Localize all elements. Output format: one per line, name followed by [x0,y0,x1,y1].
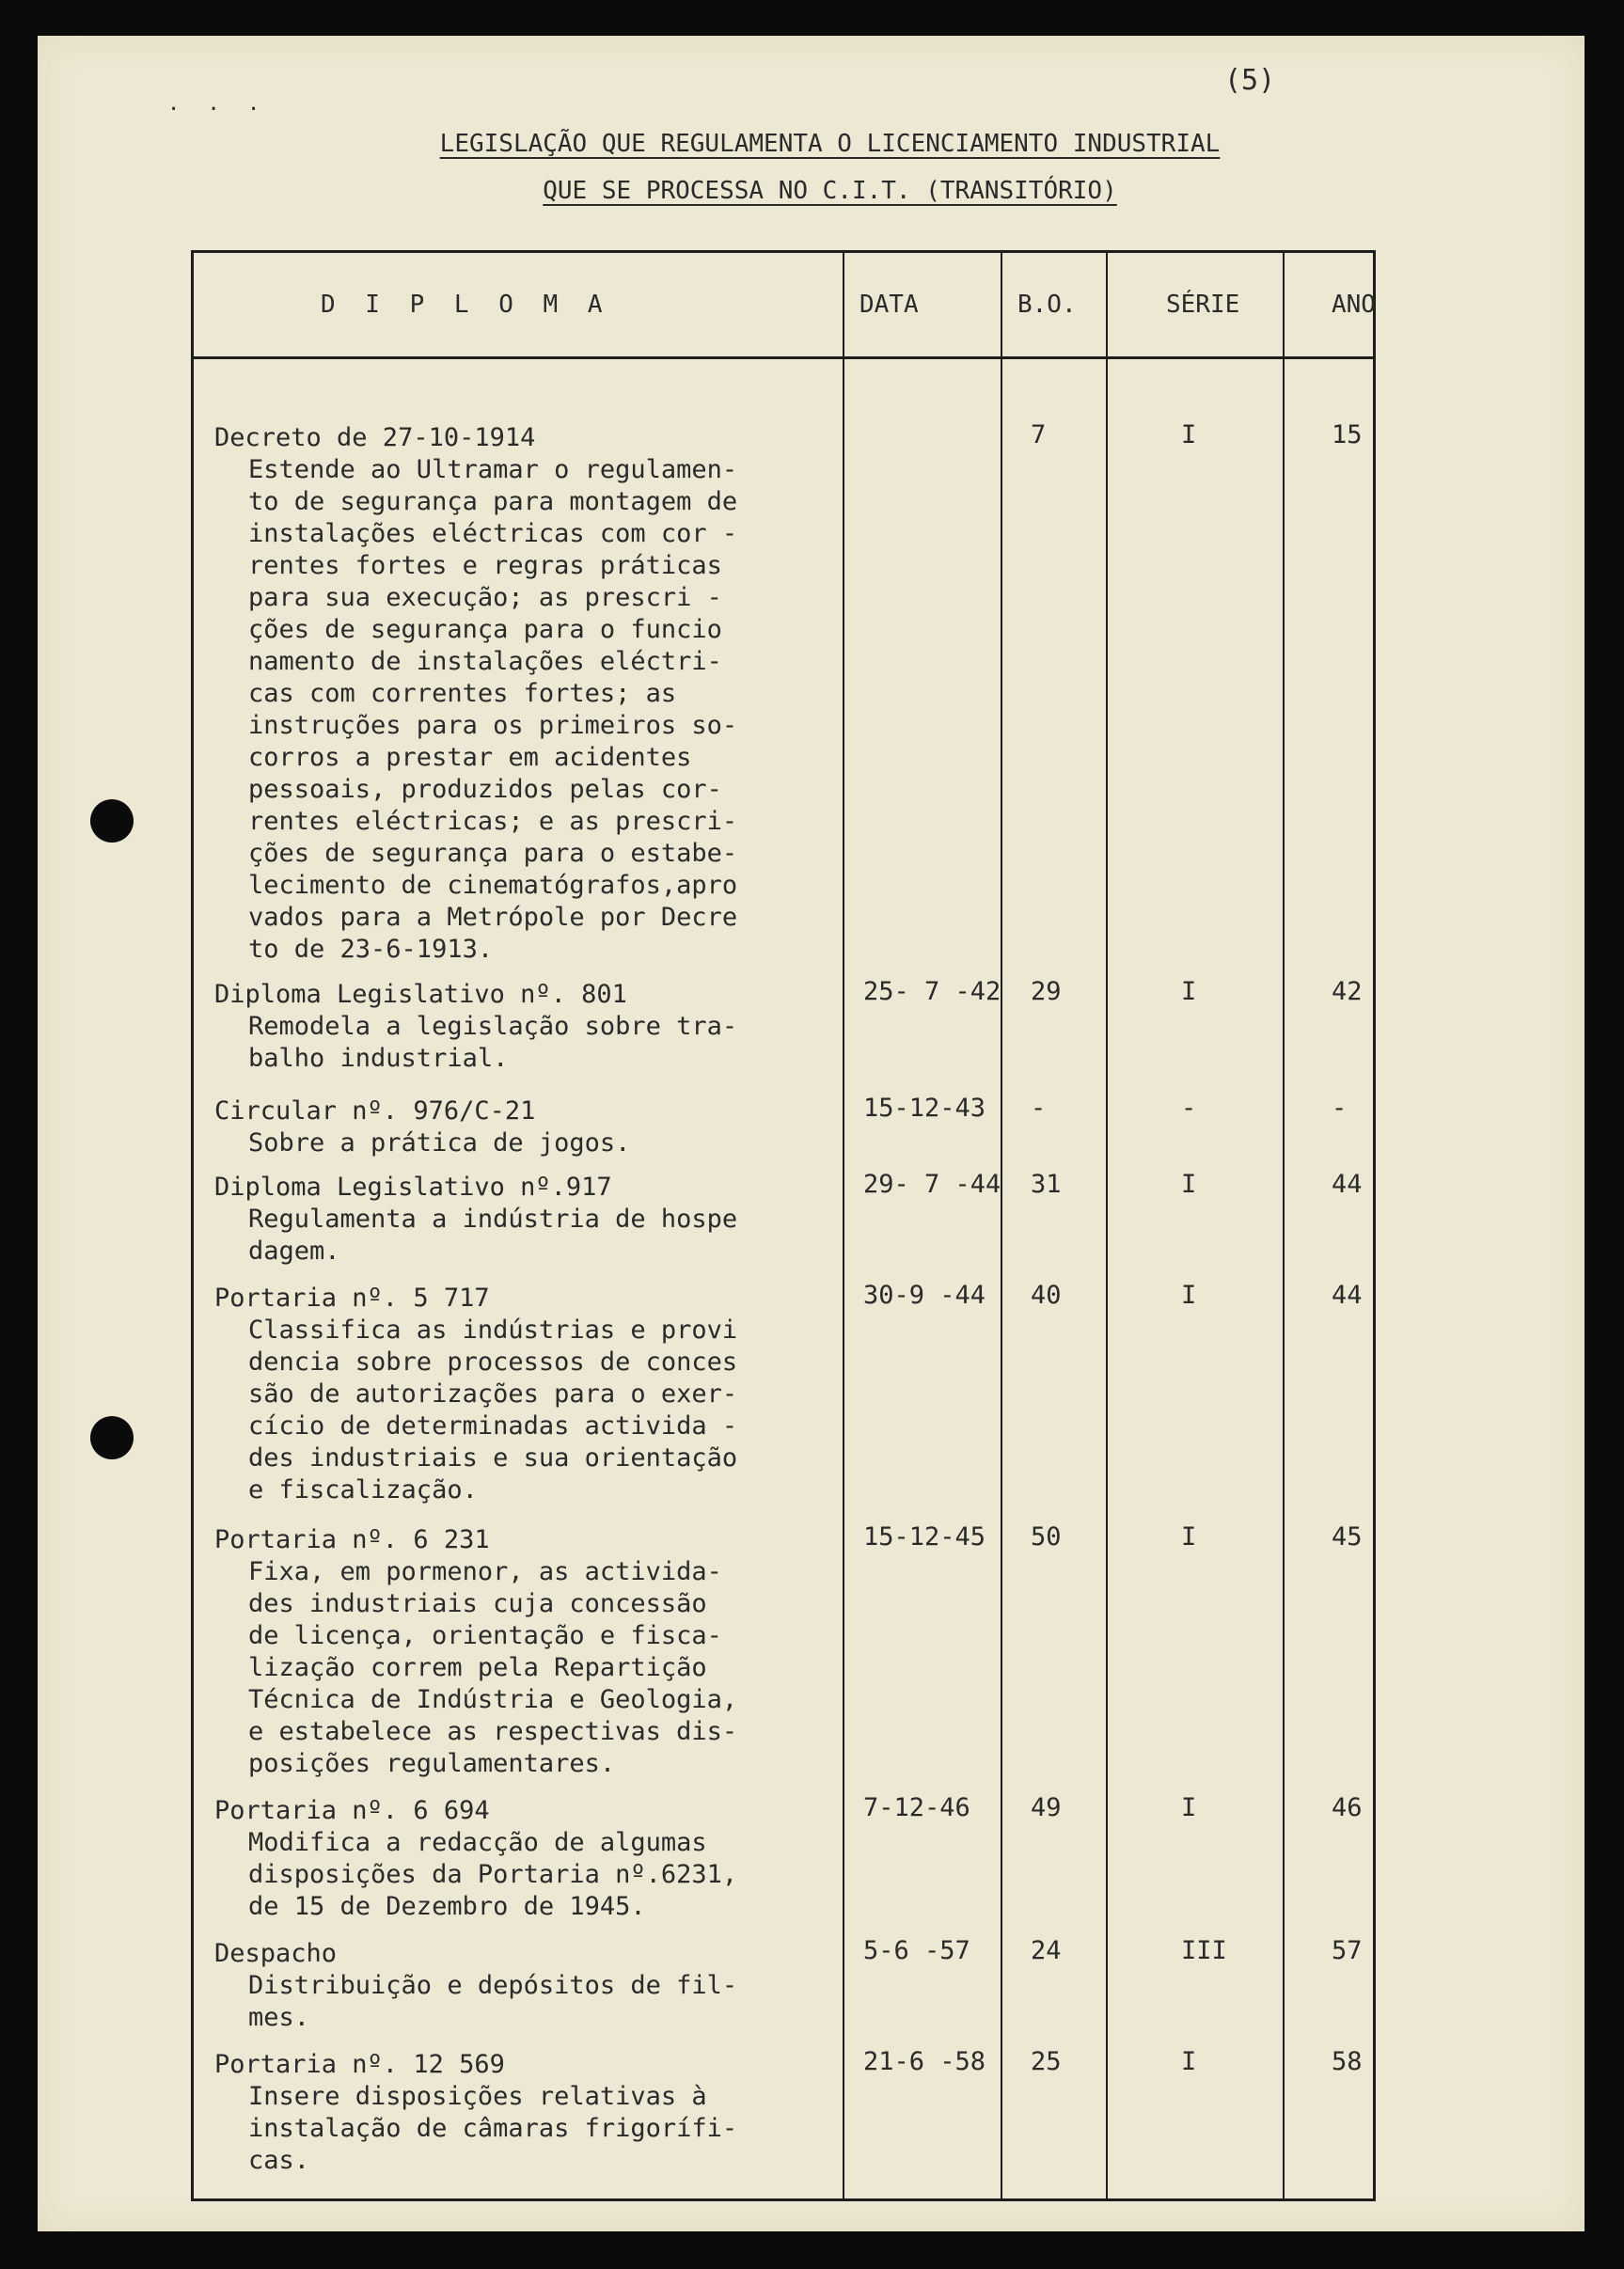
date-cell: 30-9 -44 [863,1281,986,1310]
date-cell: 15-12-43 [863,1094,986,1123]
table-row [214,1938,737,2034]
diploma-description-line: vados para a Metrópole por Decre [248,903,738,932]
serie-cell: I [1181,1522,1197,1552]
ano-cell: - [1332,1094,1348,1123]
col-divider [1106,253,1108,2198]
serie-cell: - [1181,1094,1197,1123]
diploma-description-line: Fixa, em pormenor, as activida- [248,1557,722,1586]
col-divider [1001,253,1002,2198]
diploma-description-line: Distribuição e depósitos de fil- [248,1971,738,2000]
document-title-line2: QUE SE PROCESSA NO C.I.T. (TRANSITÓRIO) [543,177,1117,205]
bo-cell: - [1031,1094,1047,1123]
diploma-description-line: lização correm pela Repartição [248,1653,707,1682]
diploma-description-line: e estabelece as respectivas dis- [248,1717,738,1746]
serie-cell: I [1181,1281,1197,1310]
diploma-description-line: de 15 de Dezembro de 1945. [248,1892,646,1921]
date-cell: 15-12-45 [863,1522,986,1552]
diploma-description-line: ções de segurança para o estabe- [248,839,738,868]
diploma-title: Diploma Legislativo nº.917 [214,1173,612,1202]
diploma-description-line: posições regulamentares. [248,1749,616,1778]
ano-cell: 15 [1332,420,1363,449]
diploma-title: Decreto de 27-10-1914 [214,423,536,452]
diploma-description-line: to de 23-6-1913. [248,935,494,964]
date-cell: 21-6 -58 [863,2047,986,2076]
diploma-description-line: disposições da Portaria nº.6231, [248,1860,738,1889]
diploma-description-line: Sobre a prática de jogos. [248,1128,631,1158]
diploma-description-line: des industriais cuja concessão [248,1589,707,1618]
table-row [214,1095,630,1159]
diploma-title: Portaria nº. 5 717 [214,1284,490,1313]
ano-cell: 44 [1332,1170,1363,1199]
page-number: (5) [1224,64,1276,97]
diploma-description-line: Estende ao Ultramar o regulamen- [248,455,738,484]
bo-cell: 40 [1031,1281,1062,1310]
table-row [214,422,737,966]
diploma-description-line: e fiscalização. [248,1475,478,1505]
serie-cell: I [1181,420,1197,449]
punch-hole-bottom [90,1416,134,1459]
diploma-description-line: namento de instalações eléctri- [248,647,722,676]
table-row [214,1524,737,1780]
diploma-description-line: cas com correntes fortes; as [248,679,677,708]
diploma-description-line: to de segurança para montagem de [248,487,738,516]
header-diploma: D I P L O M A [321,291,610,319]
document-page [38,36,1585,2231]
bo-cell: 29 [1031,977,1062,1006]
diploma-description-line: são de autorizações para o exer- [248,1379,738,1409]
header-ano: ANO [1332,291,1376,319]
diploma-description-line: ções de segurança para o funcio [248,615,722,644]
diploma-title: Portaria nº. 12 569 [214,2050,505,2079]
document-title-line1: LEGISLAÇÃO QUE REGULAMENTA O LICENCIAMENTO INDUSTRIAL [439,130,1221,158]
serie-cell: III [1181,1936,1227,1965]
diploma-description-line: para sua execução; as prescri - [248,583,722,612]
col-divider [843,253,844,2198]
date-cell: 25- 7 -42 [863,977,1001,1006]
diploma-description-line: instruções para os primeiros so- [248,711,738,740]
bo-cell: 24 [1031,1936,1062,1965]
diploma-description-line: des industriais e sua orientação [248,1443,738,1473]
diploma-description-line: instalações eléctricas com cor - [248,519,738,548]
legislation-table [191,250,1376,2201]
bo-cell: 25 [1031,2047,1062,2076]
diploma-description-line: pessoais, produzidos pelas cor- [248,775,722,804]
date-cell: 5-6 -57 [863,1936,970,1965]
diploma-description-line: Modifica a redacção de algumas [248,1828,707,1857]
serie-cell: I [1181,1793,1197,1822]
header-divider [194,356,1373,359]
date-cell: 7-12-46 [863,1793,970,1822]
table-row [214,1172,737,1268]
header-data: DATA [859,291,919,319]
ano-cell: 58 [1332,2047,1363,2076]
diploma-description-line: de licença, orientação e fisca- [248,1621,722,1650]
header-bo: B.O. [1017,291,1077,319]
diploma-title: Portaria nº. 6 231 [214,1525,490,1554]
diploma-description-line: cício de determinadas activida - [248,1411,738,1441]
diploma-description-line: corros a prestar em acidentes [248,743,692,772]
diploma-description-line: Insere disposições relativas à [248,2082,707,2111]
diploma-description-line: Classifica as indústrias e provi [248,1316,738,1345]
ano-cell: 42 [1332,977,1363,1006]
diploma-description-line: dencia sobre processos de conces [248,1347,738,1377]
table-row [214,979,737,1075]
table-row [214,2049,737,2177]
bo-cell: 31 [1031,1170,1062,1199]
serie-cell: I [1181,977,1197,1006]
corner-marks: . . . [167,92,268,116]
ano-cell: 46 [1332,1793,1363,1822]
diploma-description-line: mes. [248,2003,310,2032]
date-cell: 29- 7 -44 [863,1170,1001,1199]
bo-cell: 49 [1031,1793,1062,1822]
diploma-description-line: cas. [248,2146,310,2175]
diploma-description-line: Técnica de Indústria e Geologia, [248,1685,738,1714]
table-row [214,1283,737,1506]
diploma-description-line: rentes eléctricas; e as prescri- [248,807,738,836]
diploma-title: Portaria nº. 6 694 [214,1796,490,1825]
diploma-title: Diploma Legislativo nº. 801 [214,980,627,1009]
diploma-description-line: instalação de câmaras frigorífi- [248,2114,738,2143]
diploma-description-line: dagem. [248,1237,340,1266]
diploma-title: Circular nº. 976/C-21 [214,1096,536,1126]
diploma-description-line: lecimento de cinematógrafos,apro [248,871,738,900]
bo-cell: 7 [1031,420,1047,449]
ano-cell: 45 [1332,1522,1363,1552]
diploma-description-line: Regulamenta a indústria de hospe [248,1205,738,1234]
diploma-description-line: balho industrial. [248,1044,509,1073]
col-divider [1283,253,1285,2198]
bo-cell: 50 [1031,1522,1062,1552]
diploma-description-line: rentes fortes e regras práticas [248,551,722,580]
header-serie: SÉRIE [1166,291,1240,319]
diploma-description-line: Remodela a legislação sobre tra- [248,1012,738,1041]
punch-hole-top [90,799,134,843]
ano-cell: 57 [1332,1936,1363,1965]
table-row [214,1795,737,1923]
serie-cell: I [1181,2047,1197,2076]
serie-cell: I [1181,1170,1197,1199]
diploma-title: Despacho [214,1939,338,1968]
ano-cell: 44 [1332,1281,1363,1310]
